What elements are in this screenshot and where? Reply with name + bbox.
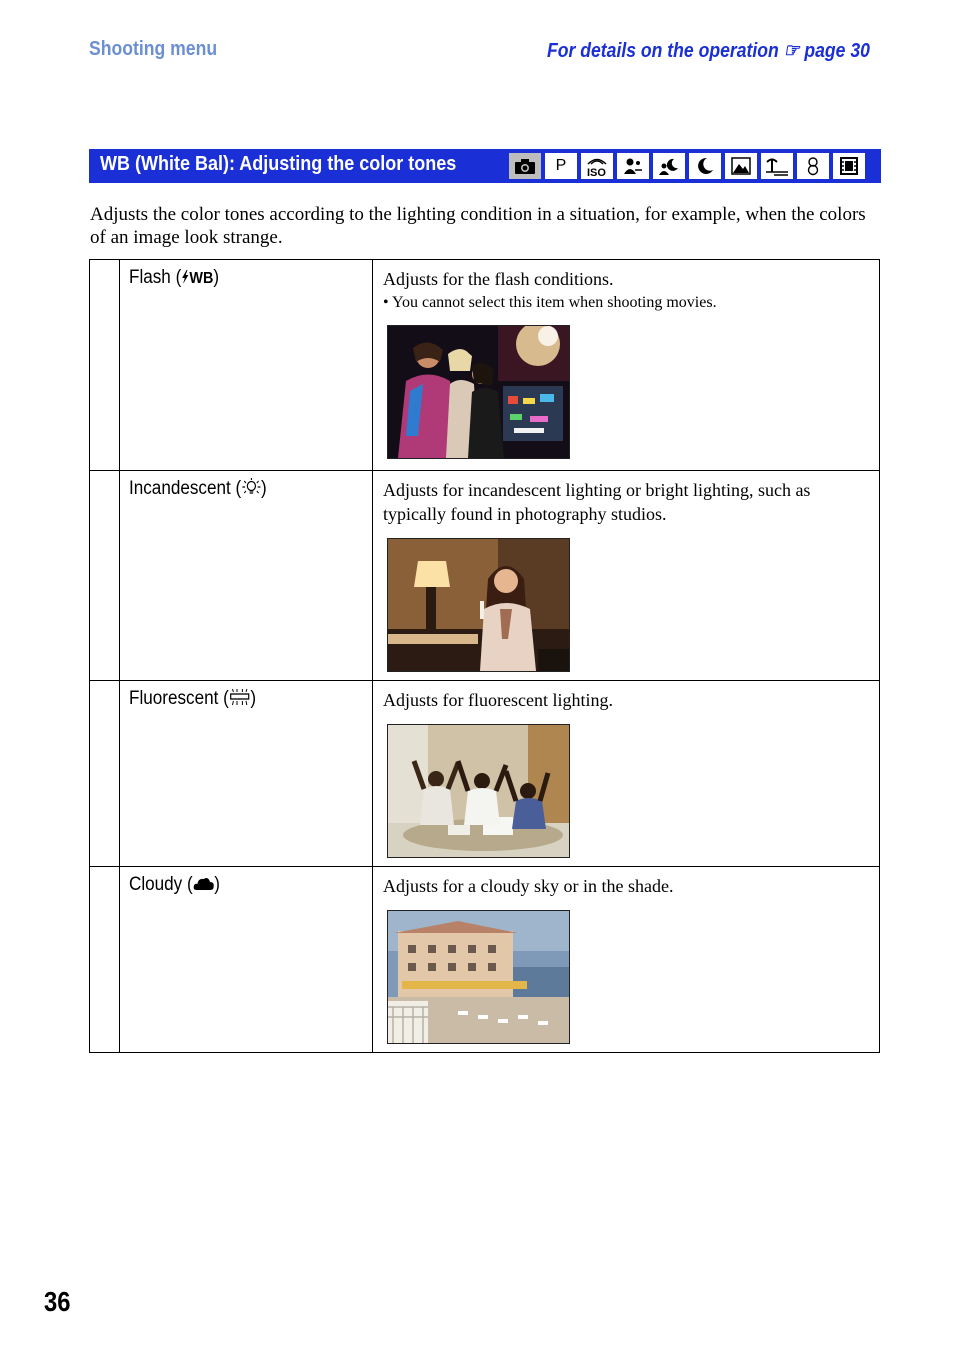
option-name-incandescent [120, 471, 347, 500]
mode-icons [507, 151, 867, 181]
flash-wb-symbol: WB [189, 270, 214, 287]
twilight-icon [689, 153, 721, 179]
table-row [90, 471, 880, 681]
camera-auto-icon [509, 153, 541, 179]
option-name-cell [120, 260, 373, 471]
page-ref-link[interactable]: page 30 [804, 40, 870, 62]
beach-icon [761, 153, 793, 179]
option-name-fluorescent [120, 681, 347, 710]
description-cell [373, 471, 880, 681]
fluorescent-icon [229, 688, 251, 709]
table-row [90, 260, 880, 471]
option-label: Fluorescent ( [129, 688, 229, 709]
description-text: Adjusts for the flash conditions. [383, 269, 614, 289]
soft-snap-icon [797, 153, 829, 179]
description-text: Adjusts for fluorescent lighting. [383, 690, 613, 710]
option-label: Cloudy ( [129, 874, 193, 895]
option-label-close: ) [214, 874, 220, 895]
portrait-icon [617, 153, 649, 179]
sample-photo-flash [387, 325, 570, 459]
details-text: For details on the operation [547, 40, 779, 62]
page-number: 36 [44, 1286, 71, 1317]
landscape-icon [725, 153, 757, 179]
option-name-cell [120, 681, 373, 867]
incandescent-icon [241, 478, 261, 499]
section-title: WB (White Bal): Adjusting the color tones [100, 153, 457, 175]
blank-cell [90, 867, 120, 1053]
movie-icon [833, 153, 865, 179]
blank-cell [90, 681, 120, 867]
sample-photo-fluorescent [387, 724, 570, 858]
option-label-close: ) [260, 478, 267, 499]
svg-text:ISO: ISO [587, 167, 606, 177]
option-label: Flash ( [129, 267, 182, 288]
intro-paragraph: Adjusts the color tones according to the lighting condition in a situation, for example, when the colors of an image look strange. [90, 204, 866, 248]
section-bar [89, 149, 881, 183]
header-details [547, 38, 870, 63]
option-name-flash [120, 260, 347, 289]
description-text: Adjusts for incandescent lighting or bright lighting, such as typically found in photography studios. [383, 480, 811, 524]
white-balance-table [89, 259, 880, 1053]
blank-cell [90, 471, 120, 681]
high-sensitivity-icon [581, 153, 613, 179]
blank-cell [90, 260, 120, 471]
option-label-close: ) [250, 688, 257, 709]
description-text: Adjusts for a cloudy sky or in the shade. [383, 876, 674, 896]
twilight-portrait-icon [653, 153, 685, 179]
option-label: Incandescent ( [129, 478, 242, 499]
option-name-cloudy [120, 867, 347, 896]
option-name-cell [120, 867, 373, 1053]
option-name-cell [120, 471, 373, 681]
sample-photo-cloudy [387, 910, 570, 1044]
sample-photo-incandescent [387, 538, 570, 672]
table-row [90, 681, 880, 867]
description-note: • You cannot select this item when shooting movies. [383, 294, 717, 311]
cloudy-icon [193, 874, 215, 895]
flash-wb-icon [181, 267, 213, 288]
description-cell [373, 867, 880, 1053]
option-label-close: ) [213, 267, 220, 288]
table-row [90, 867, 880, 1053]
program-icon: P [545, 153, 577, 179]
pointing-hand-icon: ☞ [783, 40, 800, 62]
description-cell [373, 681, 880, 867]
description-cell [373, 260, 880, 471]
header-section: Shooting menu [89, 38, 218, 60]
